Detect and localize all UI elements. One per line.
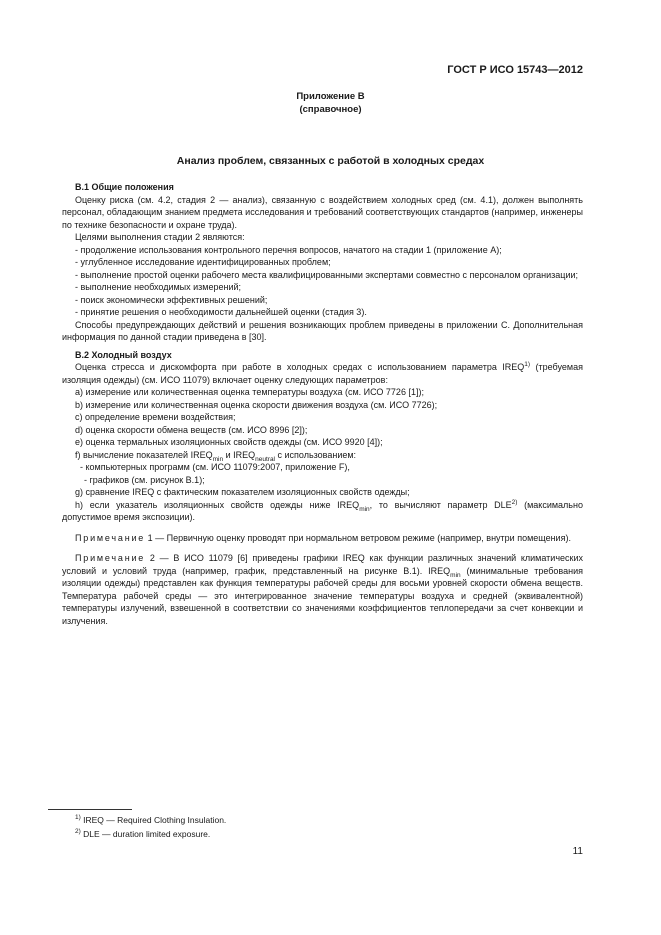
list-item: b) измерение или количественная оценка скорости движения воздуха (см. ИСО 7726); bbox=[75, 399, 438, 410]
list-item: c) определение времени воздействия; bbox=[75, 412, 236, 422]
footnote-1: $^{1)}$ IREQ — Required Clothing Insulation. bbox=[75, 814, 227, 825]
paragraph: Оценка стресса и дискомфорта при работе в холодных средах с использованием параметра IREQ$^{1)}$ (требуемая изоляция одежды) (см. ИСО 11079) включает оценку следующих параметров: bbox=[62, 361, 583, 385]
annex-subtitle: (справочное) bbox=[299, 103, 362, 115]
footnote-divider bbox=[48, 809, 132, 810]
list-item: g) сравнение IREQ с фактическим показателем изоляционных свойств одежды; bbox=[75, 487, 410, 497]
list-item: f) вычисление показателей $IREQ_{min}$ и $IREQ_{neutral}$ с использованием: bbox=[75, 449, 357, 463]
note-1: Примечание 1 — Первичную оценку проводят при нормальном ветровом режиме (например, внутри помещения). bbox=[75, 532, 571, 543]
section-heading-b2: В.2 Холодный воздух bbox=[75, 349, 172, 360]
annex-heading bbox=[0, 91, 661, 116]
document-body bbox=[62, 181, 583, 627]
annex-title: Приложение В bbox=[296, 91, 365, 102]
paragraph: Оценку риска (см. 4.2, стадия 2 — анализ), связанную с воздействием холодных сред (см. 4.1), должен выполнять персонал, обладающим знанием предмета исследования и требований соответствующих стандартов (например, инженеры по технике безопасности и охране труда). bbox=[62, 194, 583, 230]
list-item: d) оценка скорости обмена веществ (см. ИСО 8996 [2]); bbox=[75, 424, 308, 435]
list-item: a) измерение или количественная оценка температуры воздуха (см. ИСО 7726 [1]); bbox=[75, 387, 424, 397]
list-item: - выполнение простой оценки рабочего места квалифицированными экспертами совместно с персоналом организации; bbox=[75, 269, 579, 280]
paragraph: Целями выполнения стадии 2 являются: bbox=[75, 232, 245, 242]
list-item: e) оценка термальных изоляционных свойств одежды (см. ИСО 9920 [4]); bbox=[75, 437, 383, 447]
section-heading-b1: В.1 Общие положения bbox=[75, 182, 174, 192]
list-item: - углубленное исследование идентифицированных проблем; bbox=[75, 257, 331, 267]
sub-list-item: - графиков (см. рисунок В.1); bbox=[84, 474, 205, 485]
page-number: 11 bbox=[572, 846, 583, 857]
list-item: - поиск экономически эффективных решений; bbox=[75, 294, 268, 305]
sub-list-item: - компьютерных программ (см. ИСО 11079:2007, приложение F), bbox=[80, 462, 350, 472]
footnote-2: $^{2)}$ DLE — duration limited exposure. bbox=[75, 828, 211, 839]
paragraph: Способы предупреждающих действий и решения возникающих проблем приведены в приложении С. Дополнительная информация по данной стадии приведена в [30]. bbox=[62, 319, 583, 342]
note-2: Примечание 2 — В ИСО 11079 [6] приведены графики IREQ как функции различных значений климатических условий и условий труда (например, график, представленный на рисунке В.1). $IREQ_{min}$ (минимальные требования изоляции одежды) представлен как функция температуры рабочей среды для восьми уровней скорости обмена веществ. Температура рабочей среды — это интегрированное значение температуры воздуха и средней (эквивалентной) температуры излучений, взвешенной в соответствии со значениями коэффициентов теплопередачи за счет конвекции и излучения. bbox=[62, 553, 583, 626]
list-item: - принятие решения о необходимости дальнейшей оценки (стадия 3). bbox=[75, 307, 367, 317]
list-item: h) если указатель изоляционных свойств одежды ниже $IREQ_{min}$, то вычисляют параметр DLE$^{2)}$ (максимально допустимое время экспозиции). bbox=[62, 498, 583, 522]
list-item: - продолжение использования контрольного перечня вопросов, начатого на стадии 1 (приложение А); bbox=[75, 244, 502, 255]
section-title: Анализ проблем, связанных с работой в холодных средах bbox=[176, 155, 485, 167]
list-item: - выполнение необходимых измерений; bbox=[75, 282, 242, 292]
standard-code: ГОСТ Р ИСО 15743—2012 bbox=[447, 64, 583, 76]
